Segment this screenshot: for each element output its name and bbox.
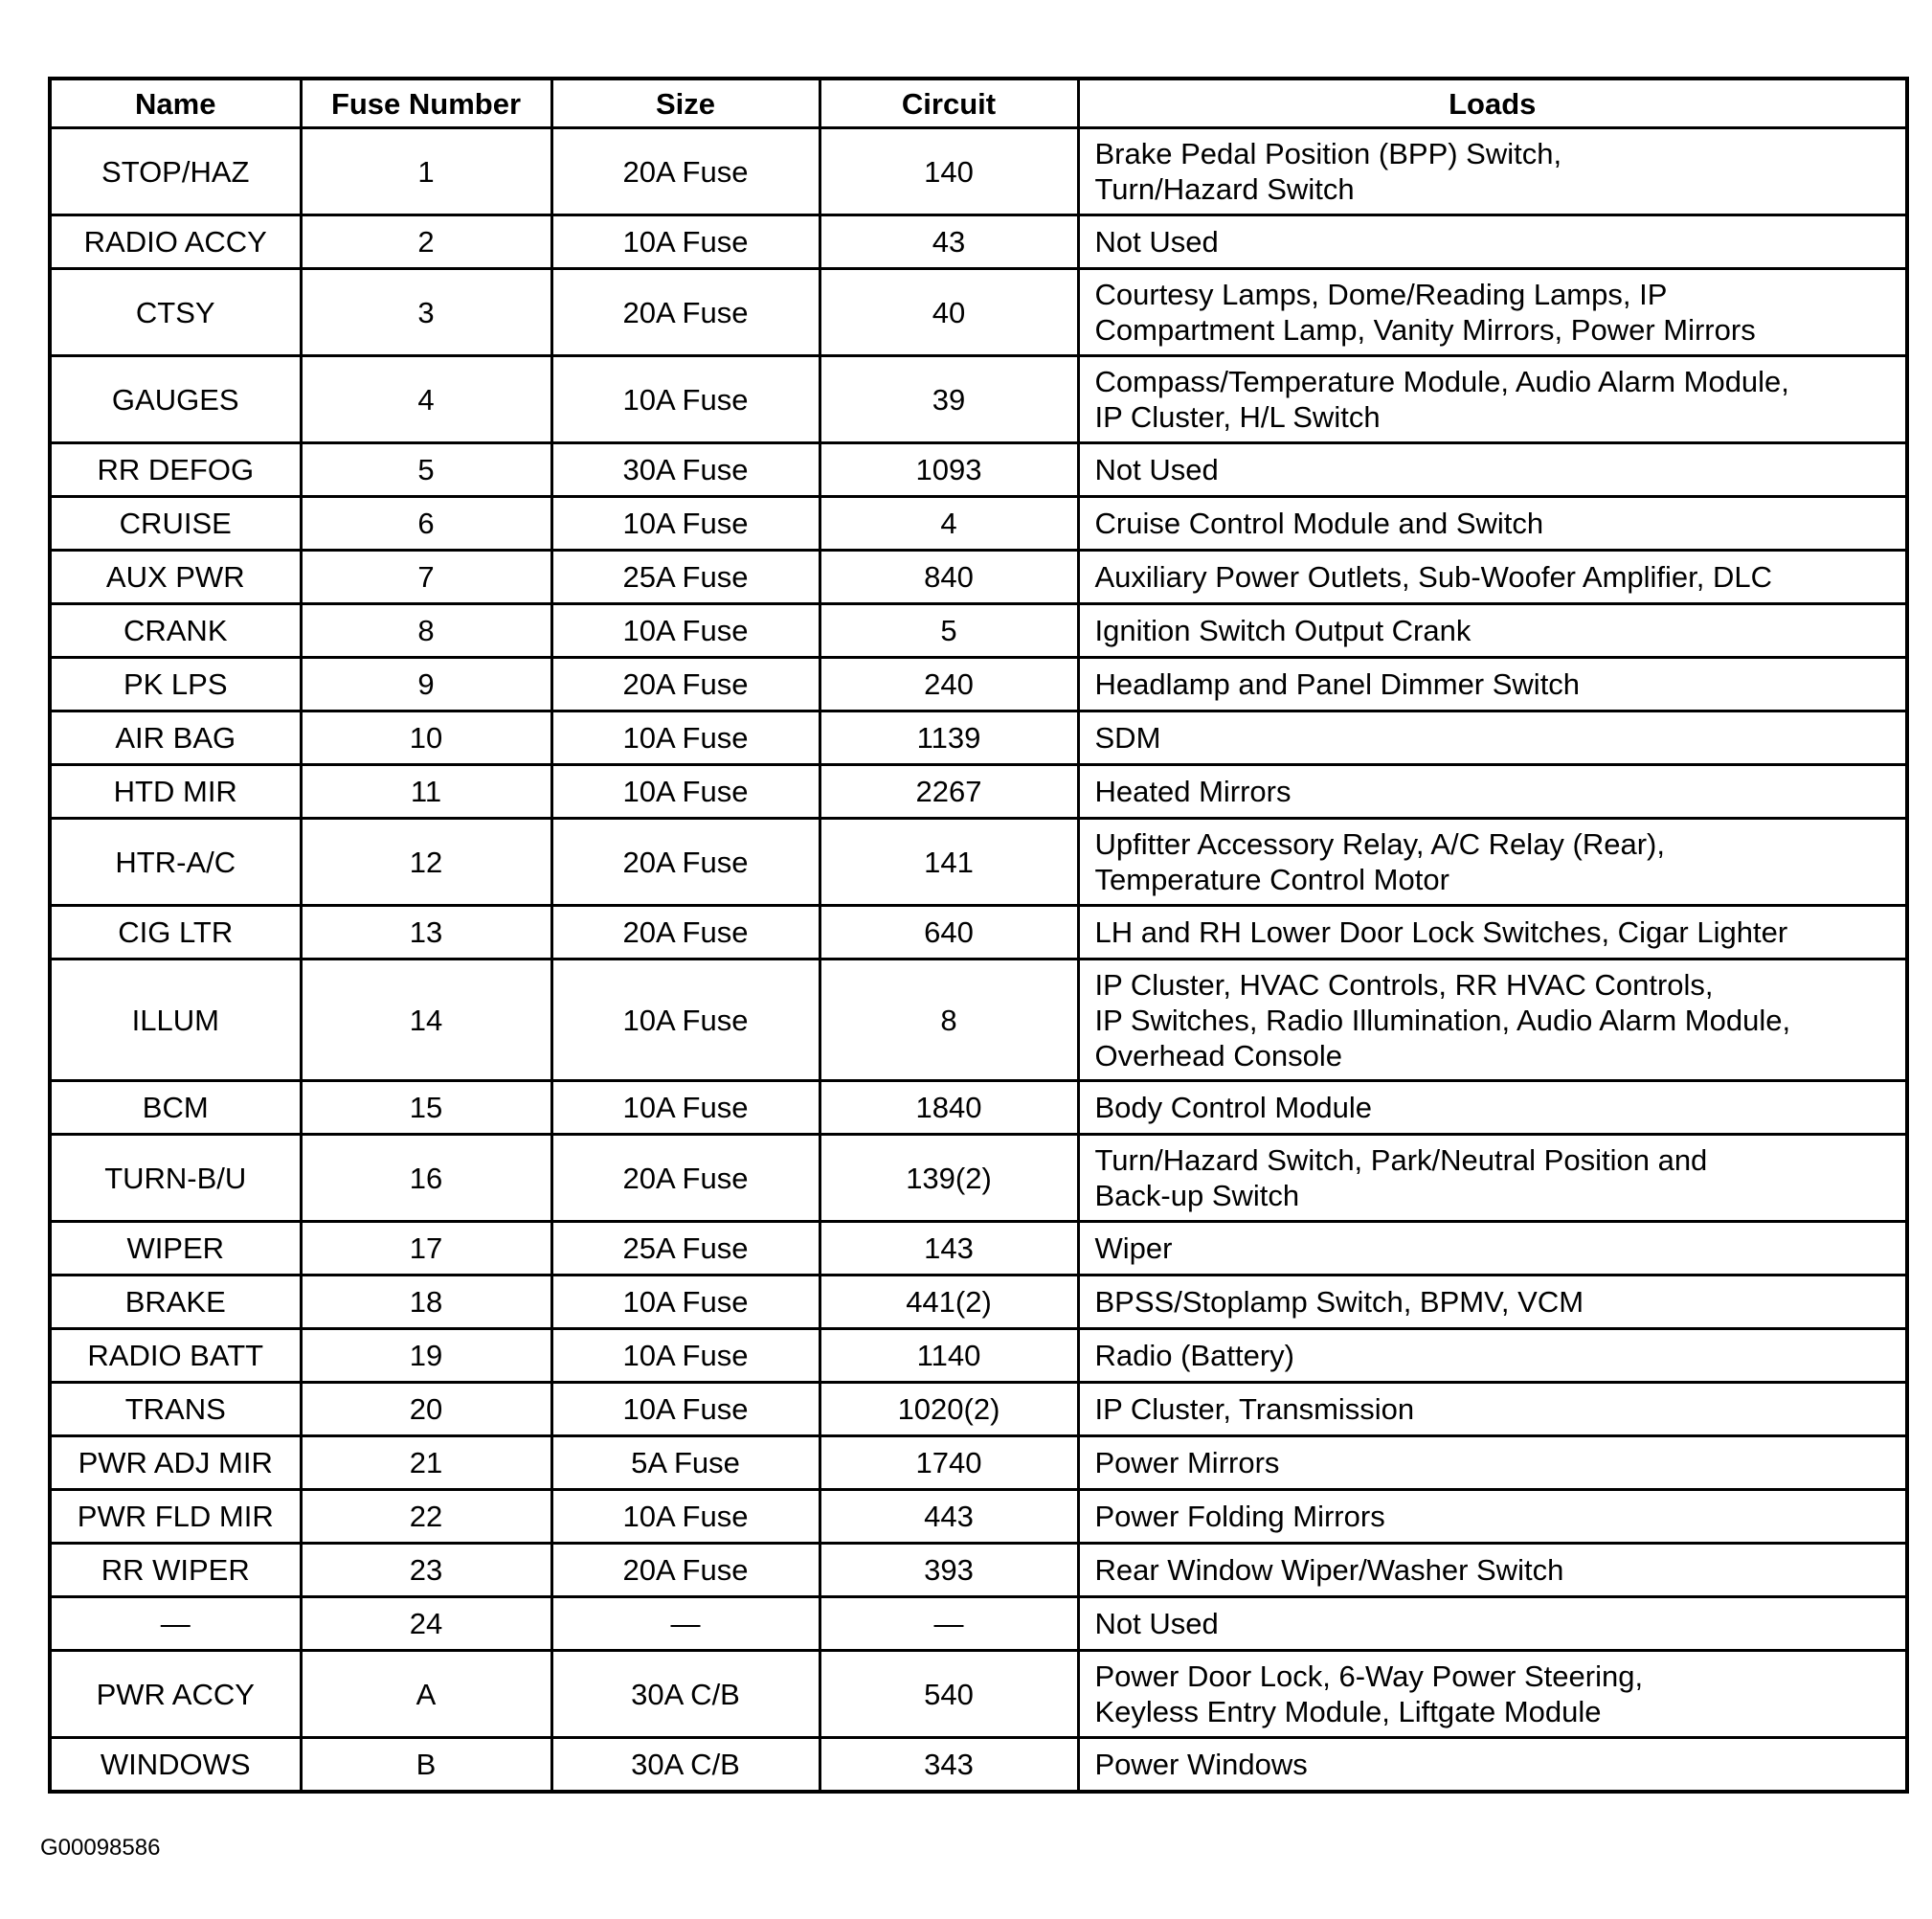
cell-fuse-number: 8 [301,604,551,658]
cell-loads [1078,443,1907,497]
cell-fuse-number: 17 [301,1222,551,1276]
loads-line: Courtesy Lamps, Dome/Reading Lamps, IP [1094,278,1668,311]
loads-line: BPSS/Stoplamp Switch, BPMV, VCM [1094,1285,1584,1319]
cell-loads [1078,1276,1907,1329]
header-name: Name [50,79,301,128]
cell-fuse-number: 9 [301,658,551,711]
loads-line: Not Used [1094,1607,1219,1640]
cell-circuit: 40 [820,269,1078,356]
cell-circuit: 343 [820,1738,1078,1793]
cell-fuse-number: 23 [301,1544,551,1597]
cell-fuse-number: B [301,1738,551,1793]
fuse-table [48,77,1909,1794]
cell-name: RADIO ACCY [50,215,301,269]
header-circuit: Circuit [820,79,1078,128]
table-row [50,604,1907,658]
cell-fuse-number: 4 [301,356,551,443]
table-row [50,443,1907,497]
cell-circuit: 1093 [820,443,1078,497]
cell-name: — [50,1597,301,1651]
loads-line: Compartment Lamp, Vanity Mirrors, Power Mirrors [1094,313,1756,347]
cell-circuit: 143 [820,1222,1078,1276]
loads-line: Power Door Lock, 6-Way Power Steering, [1094,1659,1644,1693]
loads-line: SDM [1094,721,1161,755]
cell-circuit: 1840 [820,1081,1078,1135]
cell-circuit: 139(2) [820,1135,1078,1222]
cell-size: 30A Fuse [551,443,820,497]
table-row [50,1651,1907,1738]
cell-size: 20A Fuse [551,658,820,711]
cell-size: 10A Fuse [551,1276,820,1329]
cell-name: HTD MIR [50,765,301,819]
cell-fuse-number: 12 [301,819,551,906]
cell-name: PK LPS [50,658,301,711]
loads-line: Wiper [1094,1231,1173,1265]
cell-fuse-number: 2 [301,215,551,269]
cell-size: 20A Fuse [551,819,820,906]
loads-line: Temperature Control Motor [1094,863,1449,896]
cell-size: 5A Fuse [551,1436,820,1490]
table-row [50,1436,1907,1490]
cell-circuit: 1140 [820,1329,1078,1383]
cell-name: PWR ACCY [50,1651,301,1738]
cell-size: 30A C/B [551,1651,820,1738]
cell-name: RR WIPER [50,1544,301,1597]
loads-line: IP Cluster, Transmission [1094,1392,1415,1426]
table-body [50,128,1907,1793]
loads-line: Not Used [1094,453,1219,486]
table-header-row [50,79,1907,128]
cell-fuse-number: 10 [301,711,551,765]
loads-line: Headlamp and Panel Dimmer Switch [1094,667,1581,701]
loads-line: Heated Mirrors [1094,775,1292,808]
cell-name: RADIO BATT [50,1329,301,1383]
cell-fuse-number: A [301,1651,551,1738]
cell-size: 25A Fuse [551,551,820,604]
cell-size: — [551,1597,820,1651]
cell-name: PWR ADJ MIR [50,1436,301,1490]
loads-line: Turn/Hazard Switch, Park/Neutral Position and [1094,1143,1708,1177]
cell-loads [1078,1436,1907,1490]
cell-name: GAUGES [50,356,301,443]
cell-name: BCM [50,1081,301,1135]
cell-loads [1078,269,1907,356]
cell-name: TRANS [50,1383,301,1436]
cell-circuit: 8 [820,960,1078,1081]
cell-loads [1078,1383,1907,1436]
cell-circuit: 141 [820,819,1078,906]
cell-size: 20A Fuse [551,269,820,356]
cell-circuit: 393 [820,1544,1078,1597]
table-row [50,128,1907,215]
cell-fuse-number: 13 [301,906,551,960]
cell-loads [1078,604,1907,658]
cell-circuit: 1740 [820,1436,1078,1490]
cell-loads [1078,356,1907,443]
cell-fuse-number: 20 [301,1383,551,1436]
table-row [50,1276,1907,1329]
cell-fuse-number: 1 [301,128,551,215]
cell-fuse-number: 22 [301,1490,551,1544]
loads-line: Brake Pedal Position (BPP) Switch, [1094,137,1562,170]
cell-loads [1078,1738,1907,1793]
cell-loads [1078,215,1907,269]
cell-circuit: 840 [820,551,1078,604]
cell-name: CRANK [50,604,301,658]
loads-line: IP Cluster, H/L Switch [1094,400,1381,434]
table-row [50,1490,1907,1544]
cell-name: WIPER [50,1222,301,1276]
table-row [50,1135,1907,1222]
cell-loads [1078,906,1907,960]
cell-circuit: 640 [820,906,1078,960]
cell-fuse-number: 16 [301,1135,551,1222]
header-size: Size [551,79,820,128]
loads-line: Ignition Switch Output Crank [1094,614,1471,647]
cell-fuse-number: 7 [301,551,551,604]
cell-name: AIR BAG [50,711,301,765]
cell-size: 30A C/B [551,1738,820,1793]
loads-line: Power Mirrors [1094,1446,1280,1479]
loads-line: Power Windows [1094,1748,1308,1781]
loads-line: Rear Window Wiper/Washer Switch [1094,1553,1564,1587]
cell-loads [1078,1597,1907,1651]
loads-line: Radio (Battery) [1094,1339,1294,1372]
cell-loads [1078,658,1907,711]
cell-fuse-number: 14 [301,960,551,1081]
loads-line: Compass/Temperature Module, Audio Alarm Module, [1094,365,1789,398]
cell-size: 10A Fuse [551,765,820,819]
cell-name: HTR-A/C [50,819,301,906]
cell-fuse-number: 19 [301,1329,551,1383]
cell-name: RR DEFOG [50,443,301,497]
table-row [50,1544,1907,1597]
loads-line: Body Control Module [1094,1091,1372,1124]
cell-name: AUX PWR [50,551,301,604]
cell-circuit: 4 [820,497,1078,551]
cell-loads [1078,1222,1907,1276]
cell-size: 10A Fuse [551,960,820,1081]
cell-size: 10A Fuse [551,497,820,551]
cell-loads [1078,1135,1907,1222]
cell-loads [1078,819,1907,906]
cell-name: CTSY [50,269,301,356]
cell-size: 10A Fuse [551,215,820,269]
table-row [50,711,1907,765]
cell-name: CRUISE [50,497,301,551]
cell-circuit: 140 [820,128,1078,215]
table-row [50,497,1907,551]
cell-size: 10A Fuse [551,711,820,765]
cell-size: 20A Fuse [551,1135,820,1222]
table-row [50,1081,1907,1135]
table-row [50,1222,1907,1276]
table-row [50,819,1907,906]
cell-size: 10A Fuse [551,604,820,658]
cell-loads [1078,1651,1907,1738]
cell-loads [1078,960,1907,1081]
cell-circuit: 540 [820,1651,1078,1738]
cell-size: 10A Fuse [551,1081,820,1135]
cell-fuse-number: 21 [301,1436,551,1490]
table-row [50,1597,1907,1651]
cell-loads [1078,765,1907,819]
header-fuse-number: Fuse Number [301,79,551,128]
table-row [50,1329,1907,1383]
table-row [50,906,1907,960]
cell-fuse-number: 24 [301,1597,551,1651]
loads-line: Back-up Switch [1094,1179,1300,1212]
cell-circuit: 1020(2) [820,1383,1078,1436]
loads-line: Upfitter Accessory Relay, A/C Relay (Rear), [1094,827,1665,861]
table-row [50,1738,1907,1793]
cell-fuse-number: 3 [301,269,551,356]
table-row [50,960,1907,1081]
loads-line: IP Cluster, HVAC Controls, RR HVAC Controls, [1094,967,1714,1002]
cell-loads [1078,128,1907,215]
cell-loads [1078,1544,1907,1597]
table-row [50,215,1907,269]
cell-name: TURN-B/U [50,1135,301,1222]
cell-size: 20A Fuse [551,1544,820,1597]
cell-circuit: 2267 [820,765,1078,819]
cell-circuit: 441(2) [820,1276,1078,1329]
loads-line: Turn/Hazard Switch [1094,172,1355,206]
cell-size: 10A Fuse [551,1490,820,1544]
cell-circuit: 240 [820,658,1078,711]
loads-line: Keyless Entry Module, Liftgate Module [1094,1695,1602,1728]
cell-fuse-number: 11 [301,765,551,819]
cell-loads [1078,1081,1907,1135]
cell-fuse-number: 5 [301,443,551,497]
cell-circuit: 5 [820,604,1078,658]
table-row [50,1383,1907,1436]
cell-fuse-number: 18 [301,1276,551,1329]
cell-size: 20A Fuse [551,906,820,960]
loads-line: Not Used [1094,225,1219,259]
cell-circuit: 443 [820,1490,1078,1544]
table-row [50,658,1907,711]
cell-name: PWR FLD MIR [50,1490,301,1544]
cell-fuse-number: 15 [301,1081,551,1135]
cell-size: 20A Fuse [551,128,820,215]
loads-line: Auxiliary Power Outlets, Sub-Woofer Amplifier, DLC [1094,560,1773,594]
cell-loads [1078,1329,1907,1383]
cell-circuit: 1139 [820,711,1078,765]
table-row [50,765,1907,819]
loads-line: LH and RH Lower Door Lock Switches, Cigar Lighter [1094,915,1788,949]
cell-size: 10A Fuse [551,1383,820,1436]
header-loads: Loads [1078,79,1907,128]
table-row [50,551,1907,604]
cell-fuse-number: 6 [301,497,551,551]
cell-name: STOP/HAZ [50,128,301,215]
table-row [50,269,1907,356]
loads-line: Cruise Control Module and Switch [1094,507,1544,540]
table-row [50,356,1907,443]
cell-loads [1078,1490,1907,1544]
cell-circuit: 43 [820,215,1078,269]
cell-name: WINDOWS [50,1738,301,1793]
cell-size: 10A Fuse [551,1329,820,1383]
loads-line: Overhead Console [1094,1038,1342,1072]
cell-name: BRAKE [50,1276,301,1329]
cell-size: 25A Fuse [551,1222,820,1276]
cell-loads [1078,711,1907,765]
loads-line: IP Switches, Radio Illumination, Audio Alarm Module, [1094,1003,1791,1037]
cell-name: ILLUM [50,960,301,1081]
cell-circuit: — [820,1597,1078,1651]
loads-line: Power Folding Mirrors [1094,1500,1385,1533]
cell-circuit: 39 [820,356,1078,443]
cell-loads [1078,497,1907,551]
cell-loads [1078,551,1907,604]
cell-size: 10A Fuse [551,356,820,443]
cell-name: CIG LTR [50,906,301,960]
figure-id: G00098586 [40,1835,161,1861]
